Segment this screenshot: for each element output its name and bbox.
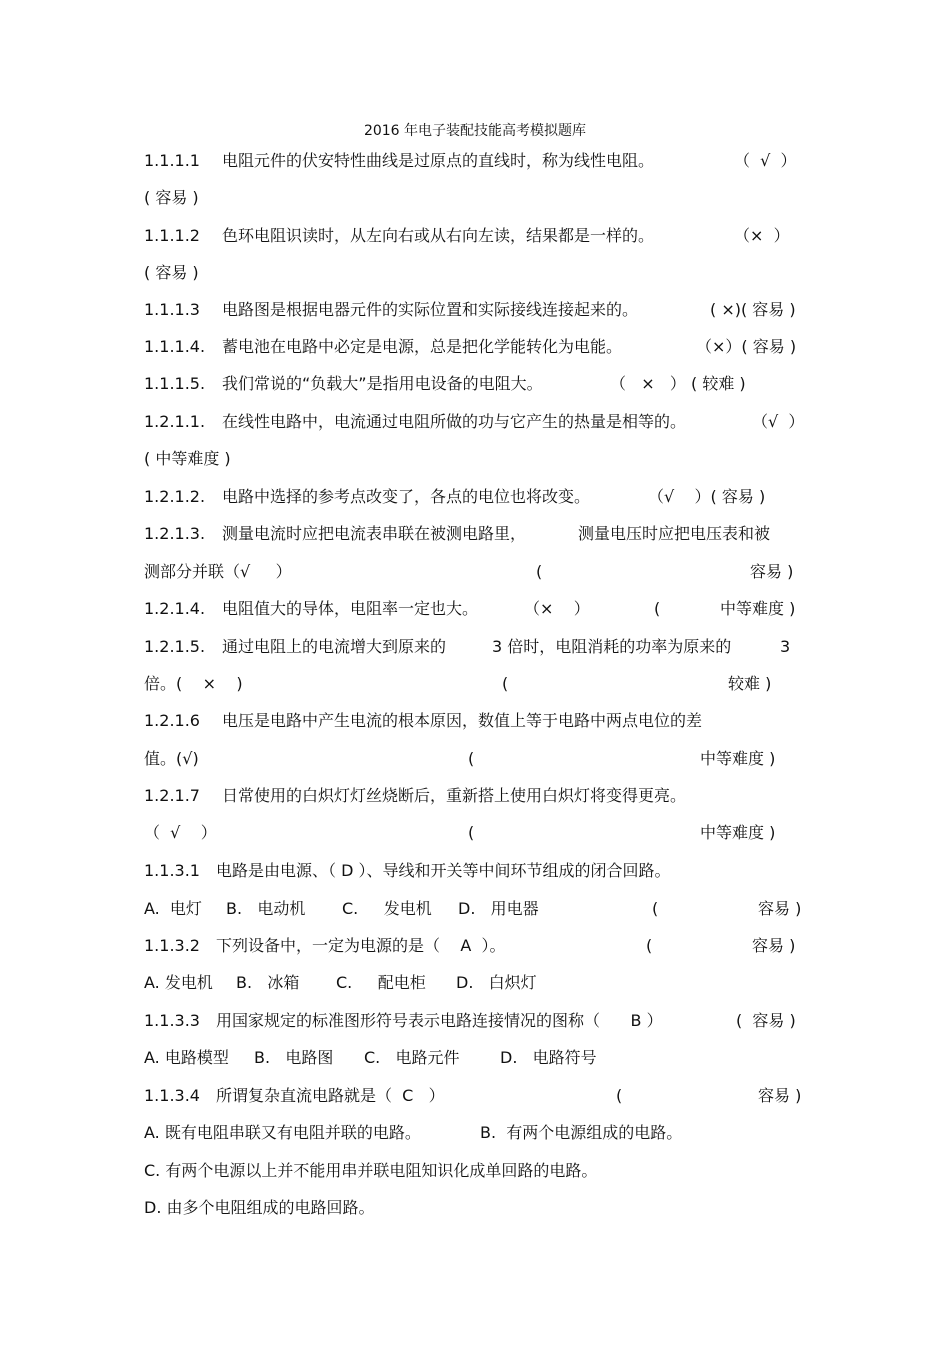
question-line — [144, 523, 804, 545]
options-line — [144, 1160, 804, 1182]
question-line — [144, 598, 804, 620]
answer-mark: （×）( 容易 ) — [696, 337, 797, 356]
question-number: 1.1.1.5. — [144, 374, 206, 393]
options-line — [144, 1047, 804, 1069]
question-continuation — [144, 561, 804, 583]
option-a: A. 发电机 — [144, 973, 213, 992]
option-b: B. 冰箱 — [236, 973, 300, 992]
answer-mark: （× ） — [734, 226, 790, 245]
question-text: 电路图是根据电器元件的实际位置和实际接线连接起来的。 — [222, 300, 639, 319]
difficulty-line — [144, 187, 804, 209]
difficulty-open: ( — [652, 899, 659, 918]
question-line — [144, 373, 804, 395]
question-number: 1.1.3.2 — [144, 936, 200, 955]
question-text-continued: 测量电压时应把电压表和被 — [578, 524, 771, 543]
answer-mark: ( ×)( 容易 ) — [710, 300, 796, 319]
question-text: 电路是由电源、（ D ）、导线和开关等中间环节组成的闭合回路。 — [216, 861, 671, 880]
question-line — [144, 225, 804, 247]
answer-mark: （ √ ） — [734, 151, 797, 170]
option-c: C. 发电机 — [342, 899, 432, 918]
option-b: B. 电路图 — [254, 1048, 334, 1067]
question-text: 电压是电路中产生电流的根本原因，数值上等于电路中两点电位的差 — [222, 711, 703, 730]
question-line — [144, 299, 804, 321]
answer-mark: （ × ） ( 较难 ) — [610, 374, 746, 393]
difficulty-label: ( 容易 ) — [144, 263, 199, 282]
question-text: 所谓复杂直流电路就是（ C ） — [216, 1086, 445, 1105]
answer-mark: （ √ ） — [144, 823, 217, 842]
difficulty-label: 容易 ) — [758, 1086, 802, 1105]
difficulty-label: 中等难度 ) — [720, 599, 796, 618]
question-text: 在线性电路中，电流通过电阻所做的功与它产生的热量是相等的。 — [222, 412, 687, 431]
question-line — [144, 486, 804, 508]
question-text: 电路中选择的参考点改变了，各点的电位也将改变。 — [222, 487, 591, 506]
question-text: 倍。( × ) — [144, 674, 243, 693]
question-number: 1.1.3.4 — [144, 1086, 200, 1105]
difficulty-label: 中等难度 ) — [700, 749, 776, 768]
question-text: 下列设备中，一定为电源的是（ A ）。 — [216, 936, 506, 955]
answer-mark: （√ ）( 容易 ) — [648, 487, 766, 506]
option-c: C. 配电柜 — [336, 973, 426, 992]
document-title: 2016 年电子装配技能高考模拟题库 — [363, 123, 587, 139]
question-line — [144, 411, 804, 433]
question-text: 我们常说的“负载大”是指用电设备的电阻大。 — [222, 374, 543, 393]
question-continuation — [144, 673, 804, 695]
question-line — [144, 636, 804, 658]
question-number: 1.1.1.1 — [144, 151, 200, 170]
question-text: 色环电阻识读时，从左向右或从右向左读，结果都是一样的。 — [222, 226, 655, 245]
options-line — [144, 1122, 804, 1144]
question-number: 1.1.1.2 — [144, 226, 200, 245]
option-b: B. 有两个电源组成的电路。 — [480, 1123, 683, 1142]
question-number: 1.1.1.3 — [144, 300, 200, 319]
question-number: 1.2.1.2. — [144, 487, 206, 506]
option-a: A. 电灯 — [144, 899, 202, 918]
question-number: 1.2.1.3. — [144, 524, 206, 543]
difficulty-open: ( — [502, 674, 509, 693]
question-line — [144, 785, 804, 807]
options-line — [144, 1197, 804, 1219]
question-line — [144, 150, 804, 172]
question-number: 1.2.1.6 — [144, 711, 200, 730]
option-d: D. 白炽灯 — [456, 973, 537, 992]
difficulty-label: ( 中等难度 ) — [144, 449, 231, 468]
question-continuation — [144, 748, 804, 770]
question-text: 用国家规定的标准图形符号表示电路连接情况的图称（ B ） — [216, 1011, 663, 1030]
question-text: 电阻值大的导体，电阻率一定也大。 — [222, 599, 479, 618]
question-text-continued: 3 倍时，电阻消耗的功率为原来的 — [492, 637, 732, 656]
difficulty-open: ( — [646, 936, 653, 955]
option-c: C. 电路元件 — [364, 1048, 460, 1067]
difficulty-open: ( — [654, 599, 661, 618]
option-b: B. 电动机 — [226, 899, 306, 918]
question-text: 日常使用的白炽灯灯丝烧断后，重新搭上使用白炽灯将变得更亮。 — [222, 786, 687, 805]
question-number: 1.2.1.4. — [144, 599, 206, 618]
question-line — [144, 336, 804, 358]
difficulty-label: 容易 ) — [752, 936, 796, 955]
question-text-end: 3 — [780, 637, 791, 656]
difficulty-line — [144, 448, 804, 470]
difficulty-line — [144, 262, 804, 284]
question-line — [144, 935, 804, 957]
question-line — [144, 1010, 804, 1032]
question-line — [144, 860, 804, 882]
question-number: 1.2.1.1. — [144, 412, 206, 431]
difficulty-open: ( — [468, 749, 475, 768]
question-text: 测部分并联（√ ） — [144, 562, 292, 581]
option-a: A. 电路模型 — [144, 1048, 229, 1067]
difficulty-open: ( — [468, 823, 475, 842]
question-number: 1.1.3.1 — [144, 861, 200, 880]
question-text: 蓄电池在电路中必定是电源，总是把化学能转化为电能。 — [222, 337, 623, 356]
question-number: 1.2.1.7 — [144, 786, 200, 805]
answer-mark: （√ ） — [752, 412, 805, 431]
option-d: D. 由多个电阻组成的电路回路。 — [144, 1198, 375, 1217]
question-number: 1.1.3.3 — [144, 1011, 200, 1030]
question-text: 电阻元件的伏安特性曲线是过原点的直线时，称为线性电阻。 — [222, 151, 655, 170]
difficulty-label: 中等难度 ) — [700, 823, 776, 842]
difficulty-label: 容易 ) — [758, 899, 802, 918]
difficulty-open: ( — [616, 1086, 623, 1105]
option-a: A. 既有电阻串联又有电阻并联的电路。 — [144, 1123, 421, 1142]
question-number: 1.2.1.5. — [144, 637, 206, 656]
difficulty-label: ( 容易 ) — [736, 1011, 796, 1030]
difficulty-label: ( 容易 ) — [144, 188, 199, 207]
question-number: 1.1.1.4. — [144, 337, 206, 356]
question-text: 值。(√) — [144, 749, 199, 768]
difficulty-label: 较难 ) — [728, 674, 772, 693]
option-d: D. 电路符号 — [500, 1048, 597, 1067]
question-text: 通过电阻上的电流增大到原来的 — [222, 637, 447, 656]
options-line — [144, 898, 804, 920]
question-continuation — [144, 822, 804, 844]
option-d: D. 用电器 — [458, 899, 539, 918]
difficulty-open: ( — [536, 562, 543, 581]
question-text: 测量电流时应把电流表串联在被测电路里， — [222, 524, 527, 543]
question-line — [144, 710, 804, 732]
question-line — [144, 1085, 804, 1107]
option-c: C. 有两个电源以上并不能用串并联电阻知识化成单回路的电路。 — [144, 1161, 598, 1180]
options-line — [144, 972, 804, 994]
difficulty-label: 容易 ) — [750, 562, 794, 581]
answer-mark: （× ） — [524, 599, 590, 618]
